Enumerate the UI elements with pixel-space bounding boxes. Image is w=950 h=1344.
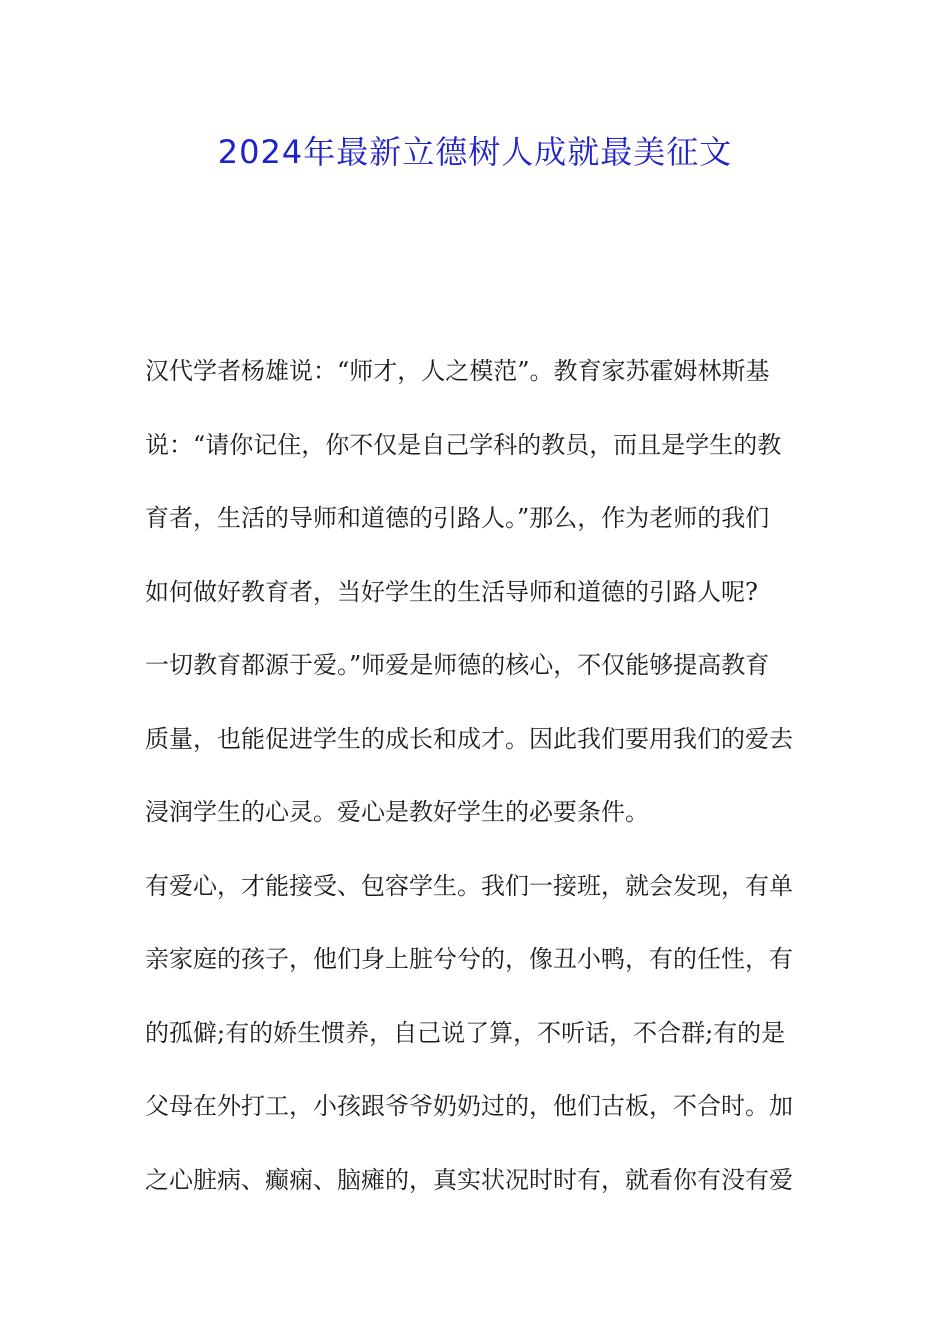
- document-body: [145, 335, 815, 1217]
- body-line: 的孤僻;有的娇生惯养，自己说了算，不听话，不合群;有的是: [145, 1018, 786, 1047]
- body-line: 父母在外打工，小孩跟爷爷奶奶过的，他们古板，不合时。加: [145, 1092, 793, 1120]
- body-line: 质量，也能促进学生的成长和成才。因此我们要用我们的爱去: [145, 724, 793, 753]
- body-line: 育者，生活的导师和道德的引路人。”那么，作为老师的我们: [145, 504, 770, 532]
- body-line: 之心脏病、癫痫、脑瘫的，真实状况时时有，就看你有没有爱: [145, 1165, 793, 1194]
- body-line: 如何做好教育者，当好学生的生活导师和道德的引路人呢?: [145, 577, 758, 606]
- document-title: 2024年最新立德树人成就最美征文: [217, 133, 733, 171]
- body-line: 亲家庭的孩子，他们身上脏兮兮的，像丑小鸭，有的任性，有: [145, 945, 793, 973]
- body-line: 一切教育都源于爱。”师爱是师德的核心，不仅能够提高教育: [145, 651, 770, 679]
- body-line: 浸润学生的心灵。爱心是教好学生的必要条件。: [145, 798, 649, 826]
- body-line: 说：“请你记住，你不仅是自己学科的教员，而且是学生的教: [145, 430, 782, 459]
- body-line: 有爱心，才能接受、包容学生。我们一接班，就会发现，有单: [145, 871, 793, 900]
- body-line: 汉代学者杨雄说：“师才，人之模范”。教育家苏霍姆林斯基: [145, 357, 770, 385]
